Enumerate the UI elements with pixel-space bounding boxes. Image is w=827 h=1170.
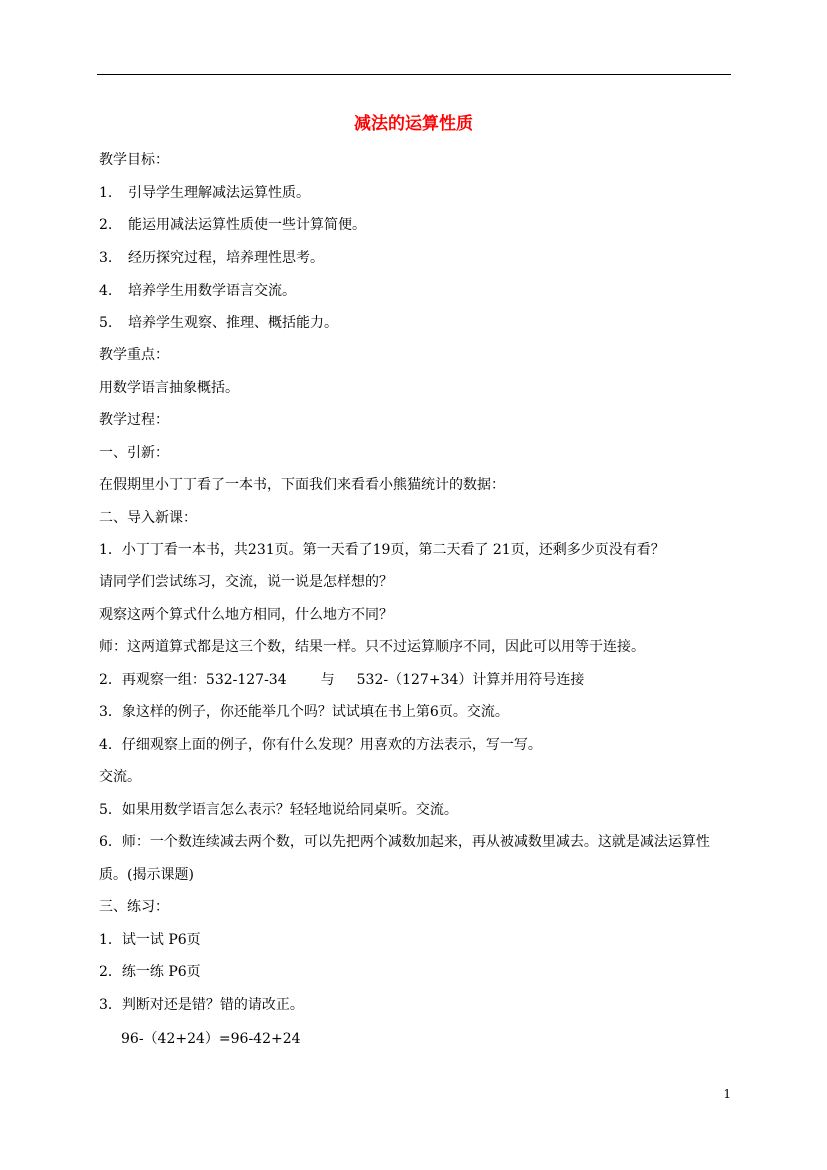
objective-number: 5. — [99, 315, 113, 331]
paragraph: 3．象这样的例子，你还能举几个吗？试试填在书上第6页。交流。 — [99, 704, 509, 720]
header-rule — [97, 74, 731, 75]
paragraph: 观察这两个算式什么地方相同，什么地方不同？ — [99, 607, 393, 623]
paragraph — [99, 671, 584, 689]
expression-label: 2．再观察一组：532-127-34 — [99, 672, 287, 688]
objective-text: 培养学生用数学语言交流。 — [128, 283, 296, 299]
objective-text: 能运用减法运算性质使一些计算简便。 — [128, 217, 366, 233]
paragraph: 5．如果用数学语言怎么表示？轻轻地说给同桌听。交流。 — [99, 802, 458, 818]
paragraph: 6．师：一个数连续减去两个数，可以先把两个减数加起来，再从被减数里减去。这就是减法运算性 — [99, 834, 710, 850]
objective-item — [99, 314, 338, 332]
paragraph: 质。(揭示课题) — [99, 867, 194, 883]
page-number: 1 — [723, 1087, 731, 1101]
section-heading: 二、导入新课： — [99, 510, 197, 526]
objective-text: 培养学生观察、推理、概括能力。 — [128, 315, 338, 331]
objective-item — [99, 184, 310, 202]
paragraph: 交流。 — [99, 769, 141, 785]
objective-text: 引导学生理解减法运算性质。 — [128, 185, 310, 201]
connector-word: 与 — [320, 672, 335, 688]
document-title: 减法的运算性质 — [354, 114, 473, 134]
paragraph: 请同学们尝试练习，交流，说一说是怎样想的？ — [99, 574, 393, 590]
objective-number: 4. — [99, 283, 113, 299]
paragraph: 师：这两道算式都是这三个数，结果一样。只不过运算顺序不同，因此可以用等于连接。 — [99, 639, 645, 655]
objective-number: 3. — [99, 250, 113, 266]
paragraph: 1．小丁丁看一本书，共231页。第一天看了19页，第二天看了 21页，还剩多少页没有看？ — [99, 542, 665, 558]
paragraph: 3．判断对还是错？错的请改正。 — [99, 997, 304, 1013]
paragraph: 在假期里小丁丁看了一本书，下面我们来看看小熊猫统计的数据： — [99, 477, 505, 493]
objective-item — [99, 282, 296, 300]
paragraph: 2．练一练 P6页 — [99, 964, 201, 980]
expression: 532-（127+34）计算并用符号连接 — [356, 672, 585, 688]
focus-heading: 教学重点： — [99, 347, 169, 363]
objective-number: 2. — [99, 217, 113, 233]
focus-text: 用数学语言抽象概括。 — [99, 380, 239, 396]
objective-item — [99, 249, 324, 267]
expression: 96-（42+24）=96-42+24 — [121, 1031, 301, 1047]
section-heading: 一、引新： — [99, 445, 169, 461]
paragraph: 1．试一试 P6页 — [99, 932, 201, 948]
process-heading: 教学过程： — [99, 412, 169, 428]
objectives-heading: 教学目标： — [99, 152, 169, 168]
section-heading: 三、练习： — [99, 899, 169, 915]
objective-item — [99, 216, 366, 234]
objective-number: 1. — [99, 185, 113, 201]
objective-text: 经历探究过程，培养理性思考。 — [128, 250, 324, 266]
paragraph: 4．仔细观察上面的例子，你有什么发现？用喜欢的方法表示，写一写。 — [99, 737, 542, 753]
